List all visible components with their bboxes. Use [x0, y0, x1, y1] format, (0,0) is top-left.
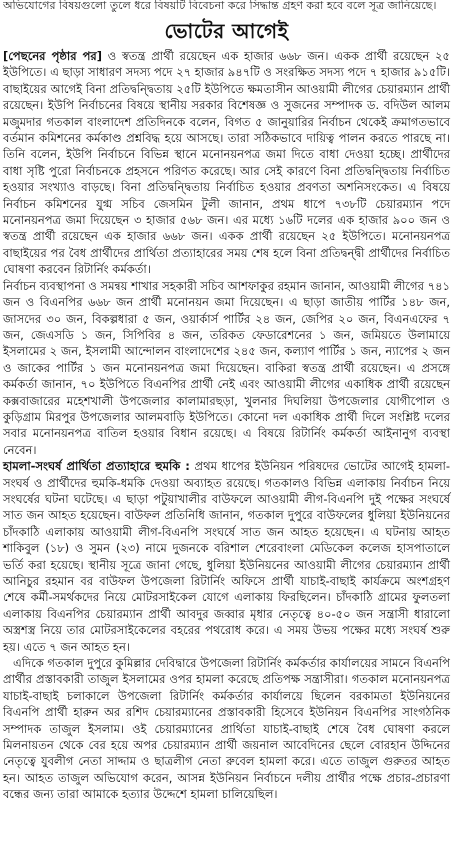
article-paragraph-2: [3, 278, 450, 458]
article-paragraph-4: [3, 655, 450, 803]
continuation-marker: [পেছনের পৃষ্ঠার পর]: [3, 49, 102, 63]
paragraph-text: এদিকে গতকাল দুপুরে কুমিল্লার দেবিদ্বারে উপজেলা রিটার্নিং কর্মকর্তার কার্যালয়ের সামনে বিএনপি প্রার্থীর প্রস্তাবকারী তাজুল ইসলামের ওপর হামলা করেছে প্রতিপক্ষ সন্ত্রাসীরা। গতকাল মনোনয়নপত্র যাচাই-বাছাই চলাকালে উপজেলা রিটার্নিং কর্মকর্তার কার্যালয়ে ছিলেন বরকামতা ইউনিয়নের বিএনপি প্রার্থী হারুন অর রশিদ চেয়ারম্যানের প্রস্তাবকারী হিসেবে ইউনিয়ন বিএনপির সাংগঠনিক সম্পাদক তাজুল ইসলাম। ওই চেয়ারম্যানের প্রার্থিতা যাচাই-বাছাই শেষে বৈধ ঘোষণা করলে মিলনায়তন থেকে বের হয়ে অপর চেয়ারম্যান প্রার্থী জয়নাল আবেদিনের ছেলে বোরহান উদ্দিনের নেতৃত্বে যুবলীগ নেতা সাদ্দাম ও ছাত্রলীগ নেতা রুবেল হামলা করে। এতে তাজুল গুরুতর আহত হন। আহত তাজুল অভিযোগ করেন, আসন্ন ইউনিয়ন নির্বাচনে দলীয় প্রার্থীর পক্ষে প্রচার-প্রচারণা বন্ধের জন্য তারা আমাকে হত্যার উদ্দেশে হামলা চালিয়েছিল।: [3, 656, 450, 802]
article-paragraph-1: [3, 48, 450, 278]
article-headline: ভোটের আগেই: [164, 19, 289, 43]
paragraph-text: প্রথম ধাপের ইউনিয়ন পরিষদের ভোটের আগেই হামলা-সংঘর্ষ ও প্রার্থীদের হুমকি-ধমকি দেওয়া অব্যাহত রয়েছে। গতকালও বিভিন্ন এলাকায় নির্বাচন নিয়ে সংঘর্ষের ঘটনা ঘটেছে। এ ছাড়া পটুয়াখালীর বাউফলে আওয়ামী লীগ-বিএনপি দুই পক্ষের সংঘর্ষে সাত জন আহত হয়েছেন। বাউফল প্রতিনিধি জানান, গতকাল দুপুরে বাউফলের ধুলিয়া ইউনিয়নের চাঁদকাঠি এলাকায় আওয়ামী লীগ-বিএনপি সংঘর্ষে সাত জন আহত হয়েছেন। এ ঘটনায় আহত শাকিবুল (১৮) ও সুমন (২৩) নামে দুজনকে বরিশাল শেরেবাংলা মেডিকেল কলেজ হাসপাতালে ভর্তি করা হয়েছে। স্থানীয় সূত্রে জানা গেছে, ধুলিয়া ইউনিয়নের আওয়ামী লীগের চেয়ারম্যান প্রার্থী আনিচুর রহমান বর বাউফল উপজেলা রিটার্নিং অফিসে প্রার্থী যাচাই-বাছাই কার্যক্রমে অংশগ্রহণ শেষে কর্মী-সমর্থকদের নিয়ে মোটরসাইকেল যোগে এলাকায় ফিরছিলেন। চাঁদকাঠি গ্রামের ফুলতলা এলাকায় বিএনপির চেয়ারম্যান প্রার্থী আবদুর জব্বার মৃধার নেতৃত্বে ৪০-৫০ জন সন্ত্রাসী ধারালো অস্ত্রশস্ত্র নিয়ে তার মোটরসাইকেলের বহরের পথরোধ করে। এ সময় উভয় পক্ষের মধ্যে সংঘর্ষ শুরু হয়। এতে ৭ জন আহত হন।: [3, 459, 450, 654]
paragraph-text: নির্বাচন ব্যবস্থাপনা ও সমন্বয় শাখার সহকারী সচিব আশফাকুর রহমান জানান, আওয়ামী লীগের ৭৪১ জন ও বিএনপির ৬৬৮ জন প্রার্থী মনোনয়ন জমা দিয়েছেন। এ ছাড়া জাতীয় পার্টির ১৪৮ জন, জাসদের ৩০ জন, বিকল্পধারা ৫ জন, ওয়ার্কার্স পার্টির ২৪ জন, জেপির ২০ জন, বিএনএফের ৭ জন, জেএসডি ১ জন, সিপিবির ৪ জন, তরিকত ফেডারেশনের ১ জন, জমিয়তে উলামায়ে ইসলামের ২ জন, ইসলামী আন্দোলন বাংলাদেশের ২৪৫ জন, কল্যাণ পার্টির ১ জন, ন্যাপের ২ জন ও জাকের পার্টির ১ জন মনোনয়নপত্র জমা দিয়েছেন। বাকিরা স্বতন্ত্র প্রার্থী রয়েছেন। এ প্রসঙ্গে কর্মকর্তা জানান, ৭০ ইউপিতে বিএনপির প্রার্থী নেই এবং আওয়ামী লীগের একাধিক প্রার্থী রয়েছেন কক্সবাজারের মহেশখালী উপজেলার কালামারছড়া, খুলনার দিঘলিয়া উপজেলার যোগীপোল ও কুড়িগ্রাম মিরপুর উপজেলার আলমবাড়ি ইউপিতে। কোনো দল একাধিক প্রার্থী দিলে সংশ্লিষ্ট দলের সবার মনোনয়নপত্র বাতিল হওয়ার বিধান রয়েছে। এ বিষয়ে রিটার্নিং কর্মকর্তা আইনানুগ ব্যবস্থা নেবেন।: [3, 278, 450, 457]
subheading-kicker: হামলা-সংঘর্ষ প্রার্থিতা প্রত্যাহারে হুমকি :: [3, 459, 190, 474]
paragraph-text: ও স্বতন্ত্র প্রার্থী রয়েছেন এক হাজার ৬৬৮ জন। একক প্রার্থী রয়েছেন ২৫ ইউপিতে। এ ছাড়া সাধারণ সদস্য পদে ২৭ হাজার ৯৪৭টি ও সংরক্ষিত সদস্য পদে ৭ হাজার ৯১৫টি। বাছাইয়ের আগেই বিনা প্রতিদ্বন্দ্বিতায় ২৫টি ইউপিতে ক্ষমতাসীন আওয়ামী লীগের চেয়ারম্যান প্রার্থী রয়েছেন। ইউপি নির্বাচনের বিষয়ে স্থানীয় সরকার বিশেষজ্ঞ ও সুজনের সম্পাদক ড. বদিউল আলম মজুমদার গতকাল বাংলাদেশ প্রতিদিনকে বলেন, বিগত ৫ জানুয়ারির নির্বাচন থেকেই ক্রমাগতভাবে বর্তমান কমিশনের কর্মকাণ্ড প্রশ্নবিদ্ধ হয়ে আসছে। তারা সঠিকভাবে দায়িত্ব পালন করতে পারছে না। তিনি বলেন, ইউপি নির্বাচনে বিভিন্ন স্থানে মনোনয়নপত্র জমা দিতে বাধা দেওয়া হচ্ছে। প্রার্থীদের বাধা সৃষ্টি পুরো নির্বাচনকে প্রহসনে পরিণত করেছে। আর সেই কারণে বিনা প্রতিদ্বন্দ্বিতায় নির্বাচিত হওয়ার সংখ্যাও বাড়ছে। বিনা প্রতিদ্বন্দ্বিতায় নির্বাচিত হওয়ার প্রবণতা অশনিসংকেত। এ বিষয়ে নির্বাচন কমিশনের যুগ্ম সচিব জেসমিন টুলী জানান, প্রথম ধাপে ৭৩৮টি চেয়ারম্যান পদে মনোনয়নপত্র জমা দিয়েছেন ৩ হাজার ৫৬৮ জন। এর মধ্যে ১৬টি দলের এক হাজার ৯০০ জন ও স্বতন্ত্র প্রার্থী রয়েছেন এক হাজার ৬৬৮ জন। একক প্রার্থী রয়েছেন ২৫ ইউপিতে। মনোনয়নপত্র বাছাইয়ের পর বৈধ প্রার্থীদের প্রার্থিতা প্রত্যাহারের সময় শেষ হলে বিনা প্রতিদ্বন্দ্বী প্রার্থীদের নির্বাচিত ঘোষণা করবেন রিটার্নিং কর্মকর্তা।: [3, 49, 450, 277]
previous-article-tail: অভিযোগের বিষয়গুলো তুলে ধরে বিষয়টি বিবেচনা করে সিদ্ধান্ত গ্রহণ করা হবে বলে সূত্র জানিয়েছে।: [3, 0, 437, 12]
article-body: [3, 48, 450, 803]
article-paragraph-3: [3, 458, 450, 655]
